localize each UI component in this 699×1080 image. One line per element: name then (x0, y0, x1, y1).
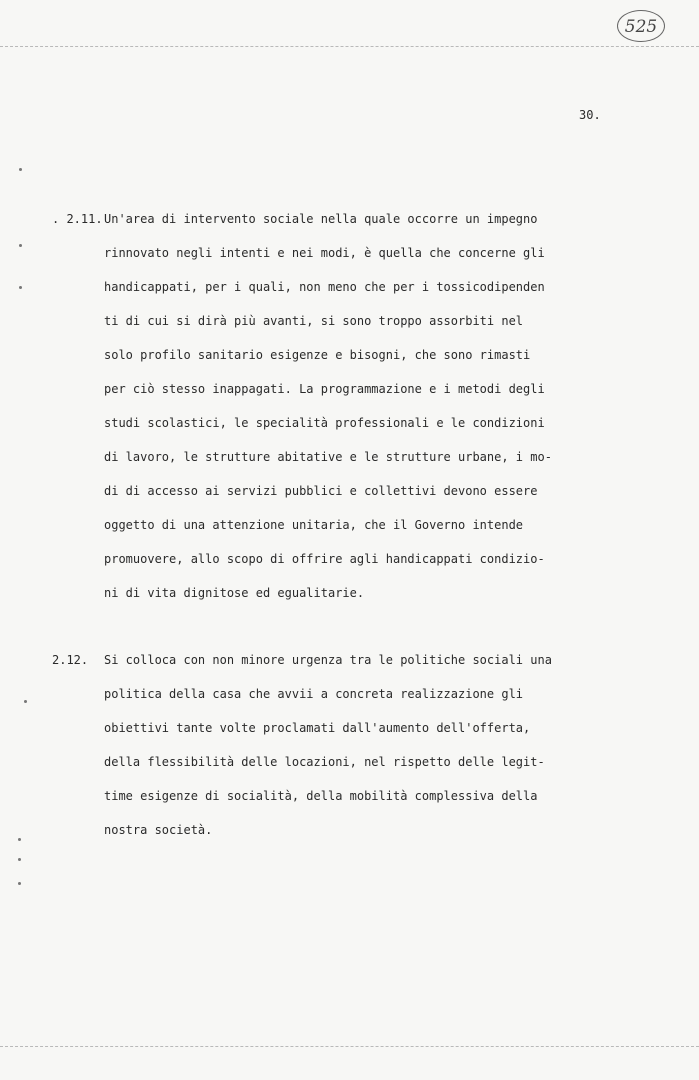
text-line: promuovere, allo scopo di offrire agli handicappati condizio- (104, 552, 545, 566)
text-line: Un'area di intervento sociale nella quale occorre un impegno (104, 212, 538, 226)
top-edge-line (0, 46, 699, 47)
text-line: ti di cui si dirà più avanti, si sono troppo assorbiti nel (104, 314, 524, 328)
margin-speck (24, 700, 27, 703)
text-line: nostra società. (104, 823, 213, 837)
margin-speck (19, 286, 22, 289)
text-line: solo profilo sanitario esigenze e bisogni, che sono rimasti (104, 348, 531, 362)
page-number: 30. (579, 108, 601, 122)
archive-stamp: 525 (617, 10, 665, 42)
text-line: handicappati, per i quali, non meno che per i tossicodipenden (104, 280, 545, 294)
text-line: di di accesso ai servizi pubblici e collettivi devono essere (104, 484, 538, 498)
text-line: di lavoro, le strutture abitative e le strutture urbane, i mo- (104, 450, 552, 464)
text-line: obiettivi tante volte proclamati dall'aumento dell'offerta, (104, 721, 531, 735)
section-number: 2.12. (52, 653, 89, 667)
text-line: per ciò stesso inappagati. La programmazione e i metodi degli (104, 382, 545, 396)
margin-speck (19, 168, 22, 171)
margin-speck (19, 244, 22, 247)
text-line: studi scolastici, le specialità professionali e le condizioni (104, 416, 545, 430)
text-line: rinnovato negli intenti e nei modi, è quella che concerne gli (104, 246, 545, 260)
margin-speck (18, 858, 21, 861)
margin-speck (18, 838, 21, 841)
text-line: della flessibilità delle locazioni, nel rispetto delle legit- (104, 755, 545, 769)
section-number: . 2.11. (52, 212, 103, 226)
text-line: politica della casa che avvii a concreta realizzazione gli (104, 687, 524, 701)
text-line: ni di vita dignitose ed egualitarie. (104, 586, 365, 600)
text-line: time esigenze di socialità, della mobilità complessiva della (104, 789, 538, 803)
text-line: Si colloca con non minore urgenza tra le politiche sociali una (104, 653, 552, 667)
margin-speck (18, 882, 21, 885)
text-line: oggetto di una attenzione unitaria, che il Governo intende (104, 518, 524, 532)
bottom-edge-line (0, 1046, 699, 1047)
